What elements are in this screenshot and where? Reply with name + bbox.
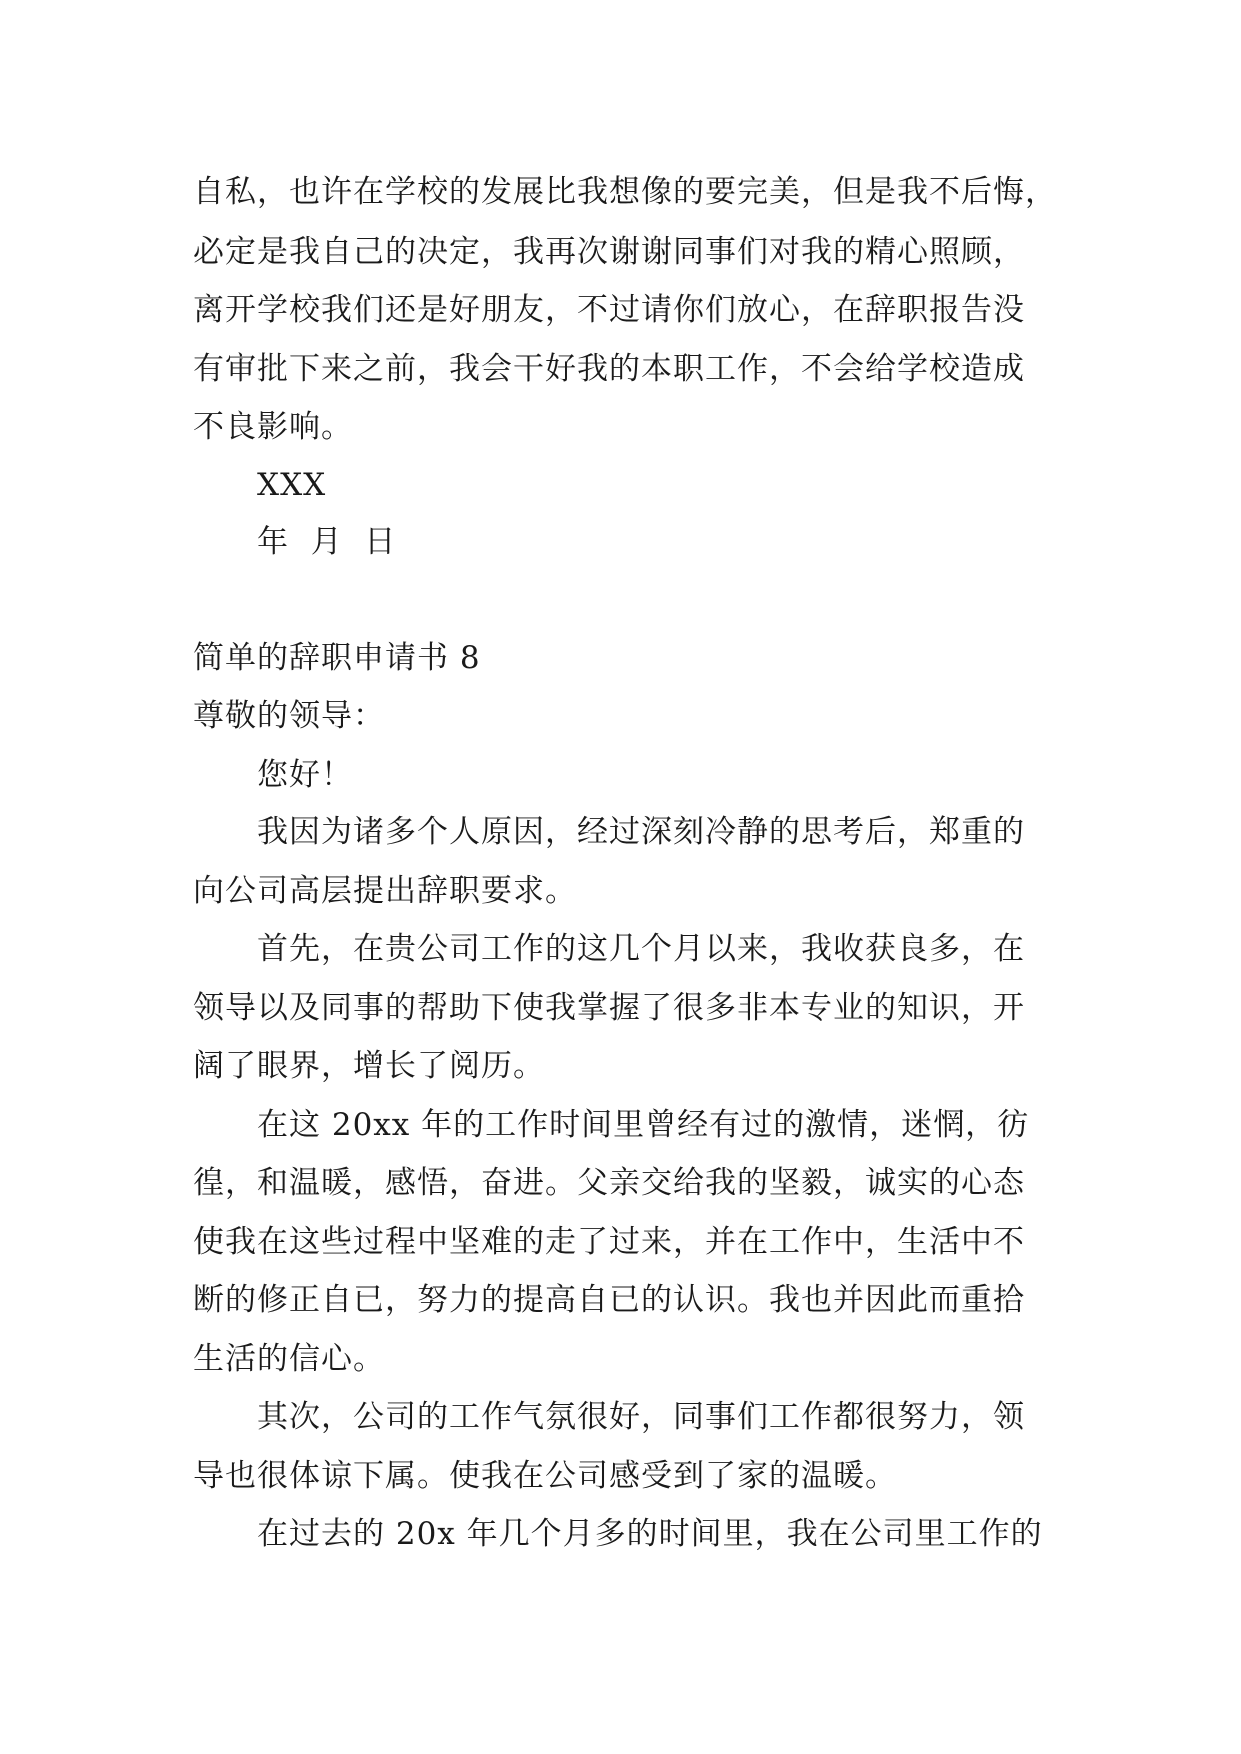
text-line: 在过去的 20x 年几个月多的时间里，我在公司里工作的 — [257, 1516, 1043, 1552]
text-line: 阔了眼界，增长了阅历。 — [193, 1048, 545, 1084]
text-line: 有审批下来之前，我会干好我的本职工作，不会给学校造成 — [193, 351, 1025, 387]
section-title: 简单的辞职申请书 8 — [193, 640, 481, 676]
text-line: 徨，和温暖，感悟，奋进。父亲交给我的坚毅，诚实的心态 — [193, 1165, 1025, 1201]
text-line: 导也很体谅下属。使我在公司感受到了家的温暖。 — [193, 1458, 897, 1494]
text-line: 必定是我自己的决定，我再次谢谢同事们对我的精心照顾， — [193, 234, 1025, 270]
signature-date: 年 月 日 — [257, 524, 397, 560]
signature-name: XXX — [257, 467, 327, 503]
greeting: 您好！ — [257, 757, 353, 793]
text-line: 自私，也许在学校的发展比我想像的要完美，但是我不后悔， — [193, 174, 1057, 210]
text-line: 断的修正自已，努力的提高自已的认识。我也并因此而重拾 — [193, 1282, 1025, 1318]
salutation: 尊敬的领导： — [193, 698, 385, 734]
text-line: 领导以及同事的帮助下使我掌握了很多非本专业的知识，开 — [193, 990, 1025, 1026]
text-line: 不良影响。 — [193, 409, 353, 445]
text-line: 首先，在贵公司工作的这几个月以来，我收获良多，在 — [257, 931, 1025, 967]
text-line: 离开学校我们还是好朋友，不过请你们放心，在辞职报告没 — [193, 292, 1025, 328]
text-line: 在这 20xx 年的工作时间里曾经有过的激情，迷惘，彷 — [257, 1107, 1030, 1143]
text-line: 我因为诸多个人原因，经过深刻冷静的思考后，郑重的 — [257, 814, 1025, 850]
text-line: 生活的信心。 — [193, 1341, 385, 1377]
text-line: 其次，公司的工作气氛很好，同事们工作都很努力，领 — [257, 1399, 1025, 1435]
text-line: 使我在这些过程中坚难的走了过来，并在工作中，生活中不 — [193, 1224, 1025, 1260]
text-line: 向公司高层提出辞职要求。 — [193, 873, 577, 909]
